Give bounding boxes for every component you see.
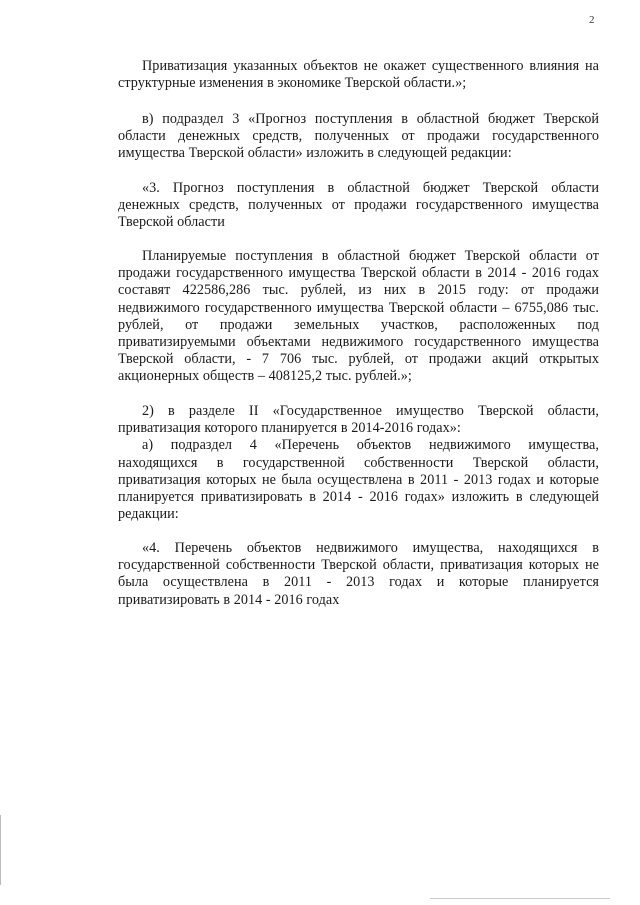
text-line: денежных средств, полученных от продажи государственного имущества [118,197,599,214]
text-line: приватизируемыми объектами недвижимого государственного имущества [118,334,599,351]
text-line: имущества Тверской области» изложить в следующей редакции: [118,145,512,162]
text-line: планируется приватизировать в 2014 - 2016 годах» изложить в следующей [118,489,599,506]
text-line: приватизация которого планируется в 2014-2016 годах»: [118,420,461,437]
paragraph-privatization-impact [118,58,599,92]
text-line: Приватизация указанных объектов не окажет существенного влияния на [142,58,599,74]
text-line: составят 422586,286 тыс. рублей, из них в 2015 году: от продажи [118,282,599,299]
text-line: продажи государственного имущества Тверской области в 2014 - 2016 годах [118,265,599,282]
text-line: области денежных средств, полученных от продажи государственного [118,128,599,145]
text-line: «3. Прогноз поступления в областной бюджет Тверской области [142,180,599,196]
text-line: Тверской области [118,214,225,231]
text-line: 2) в разделе II «Государственное имущество Тверской области, [142,403,599,419]
scan-edge-mark [0,815,1,885]
text-line: акционерных обществ – 408125,2 тыс. рублей.»; [118,368,412,385]
text-line: Планируемые поступления в областной бюджет Тверской области от [142,248,599,264]
text-line: редакции: [118,506,179,523]
text-line: в) подраздел 3 «Прогноз поступления в областной бюджет Тверской [142,111,599,127]
paragraph-section-2-amendment [118,403,599,523]
paragraph-section-3-heading [118,180,599,232]
text-line: приватизация которых не была осуществлена в 2011 - 2013 годах и которые [118,471,599,488]
text-line: Тверской области, - 7 706 тыс. рублей, от продажи акций открытых [118,351,599,368]
text-line: была осуществлена в 2011 - 2013 годах и которые планируется [118,574,599,591]
text-line: рублей, от продажи земельных участков, расположенных под [118,316,599,333]
text-line: государственной собственности Тверской области, приватизация которых не [118,557,599,574]
paragraph-subsection-3-amendment [118,111,599,163]
paragraph-planned-revenue [118,248,599,386]
text-line: структурные изменения в экономике Тверской области.»; [118,75,467,92]
text-line: находящихся в государственной собственности Тверской области, [118,454,599,471]
scan-edge-mark [430,898,610,899]
text-line: приватизировать в 2014 - 2016 годах [118,591,340,608]
text-line: «4. Перечень объектов недвижимого имущества, находящихся в [142,540,599,556]
text-line: а) подраздел 4 «Перечень объектов недвижимого имущества, [142,437,599,454]
page-number: 2 [589,14,595,26]
paragraph-section-4-heading [118,540,599,609]
text-line: недвижимого государственного имущества Тверской области – 6755,086 тыс. [118,299,599,316]
